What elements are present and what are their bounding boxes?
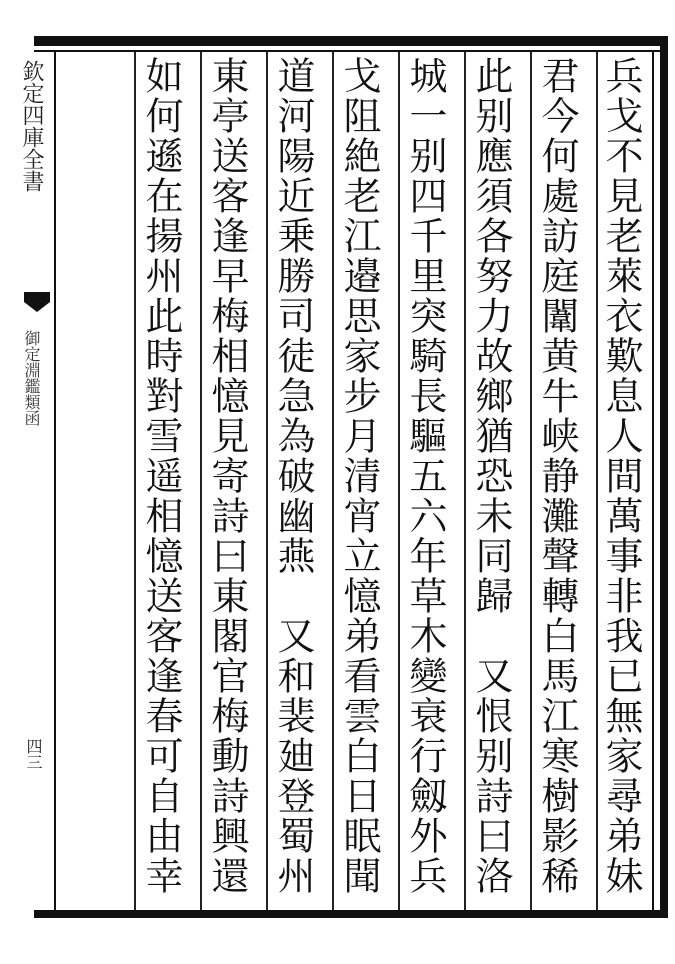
text-column-1: 兵戈不見老萊衣歎息人間萬事非我已無家尋弟妹	[599, 56, 643, 896]
top-border	[34, 36, 668, 46]
right-border	[660, 36, 668, 918]
text-column-3: 此别應須各努力故鄉猶恐未同歸 又恨别詩曰洛	[469, 56, 513, 896]
fishtail-mark-icon	[22, 288, 52, 318]
top-border-inner	[34, 50, 668, 52]
text-column-8: 如何遜在揚州此時對雪遥相憶送客逢春可自由幸	[139, 56, 183, 896]
text-column-2: 君今何處訪庭闈黄牛峡静灘聲轉白馬江寒樹影稀	[535, 56, 579, 896]
source-title: 御定淵鑑類函	[22, 330, 41, 426]
text-column-7: 東亭送客逢早梅相憶見寄詩曰東閣官梅動詩興還	[205, 56, 249, 896]
right-border-inner	[652, 50, 654, 910]
book-title: 欽定四庫全書	[19, 60, 44, 192]
text-column-4: 城一别四千里突騎長驅五六年草木變衰行劔外兵	[403, 56, 447, 896]
bottom-border	[34, 910, 668, 918]
text-column-6: 道河陽近乗勝司徒急為破幽燕 又和裴廸登蜀州	[271, 56, 315, 896]
page-number: 四三	[24, 738, 43, 770]
text-column-5: 戈阻絶老江邉思家步月清宵立憶弟看雲白日眠聞	[337, 56, 381, 896]
